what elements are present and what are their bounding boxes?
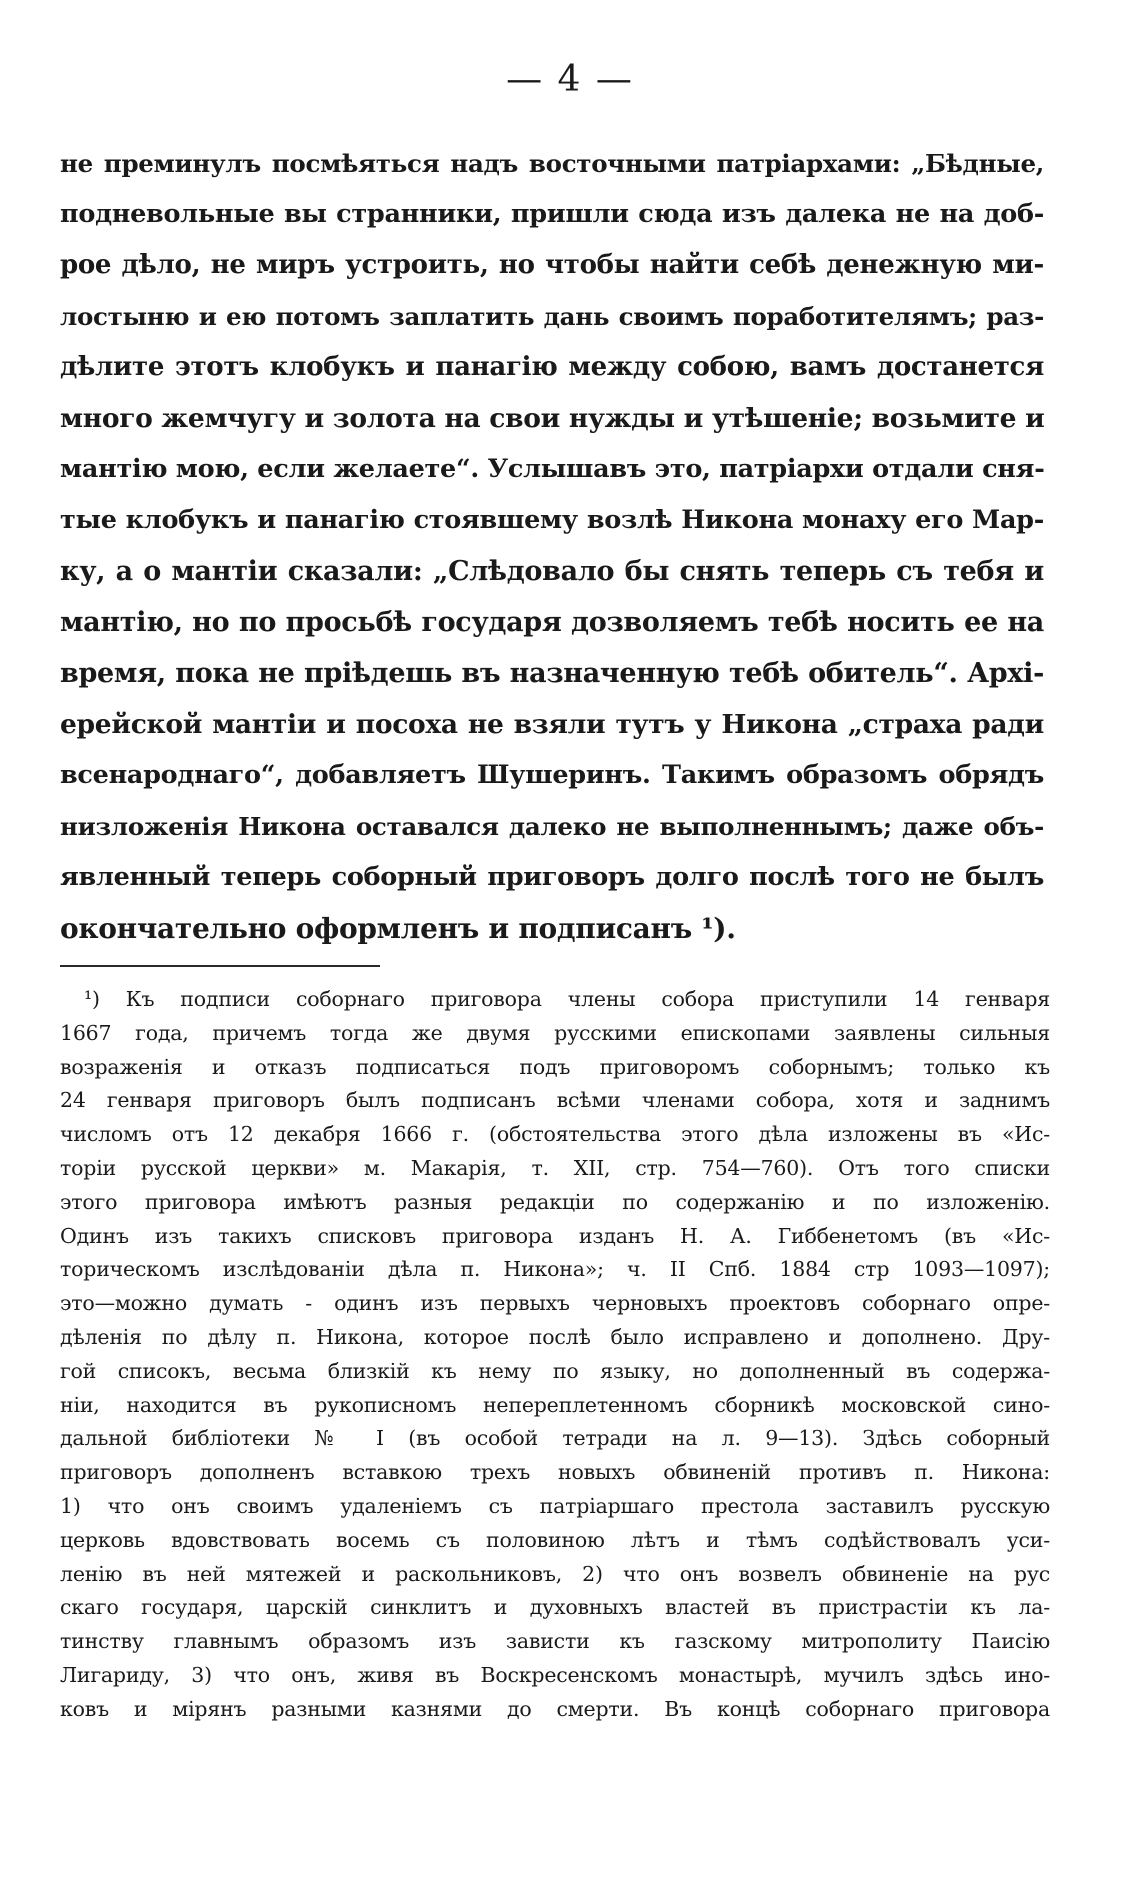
main-text-line: мантію, но по просьбѣ государя дозволяемъ тебѣ носить ее на bbox=[60, 607, 1044, 638]
footnote-line: 24 генваря приговоръ былъ подписанъ всѣми членами собора, хотя и заднимъ bbox=[60, 1088, 1050, 1113]
footnote-line: скаго государя, царскій синклитъ и духовныхъ властей въ пристрастіи къ ла- bbox=[60, 1595, 1050, 1620]
footnote-line: числомъ отъ 12 декабря 1666 г. (обстоятельства этого дѣла изложены въ «Ис- bbox=[60, 1122, 1050, 1147]
footnote-block bbox=[60, 983, 1050, 1727]
page-number: — 4 — bbox=[506, 59, 634, 100]
main-text-line: явленный теперь соборный приговоръ долго послѣ того не былъ bbox=[60, 862, 1044, 892]
footnote-line: этого приговора имѣютъ разныя редакціи по содержанію и по изложенію. bbox=[60, 1189, 1050, 1214]
main-text-line: мантію мою, если желаете“. Услышавъ это, патріархи отдали сня- bbox=[60, 454, 1045, 484]
footnote-line: ніи, находится въ рукописномъ непереплетенномъ сборникѣ московской сино- bbox=[60, 1392, 1050, 1417]
footnote-line: Одинъ изъ такихъ списковъ приговора изданъ Н. А. Гиббенетомъ (въ «Ис- bbox=[60, 1223, 1050, 1248]
footnote-line: 1) что онъ своимъ удаленіемъ съ патріаршаго престола заставилъ русскую bbox=[60, 1493, 1050, 1518]
main-text-line: время, пока не пріѣдешь въ назначенную тебѣ обитель“. Архі- bbox=[60, 658, 1044, 689]
main-text-line: дѣлите этотъ клобукъ и панагію между собою, вамъ достанется bbox=[60, 352, 1044, 382]
footnote-line: торическомъ изслѣдованіи дѣла п. Никона»; ч. II Спб. 1884 стр 1093—1097); bbox=[60, 1257, 1050, 1282]
footnote-line: ¹) Къ подписи соборнаго приговора члены собора приступили 14 генваря bbox=[84, 987, 1050, 1011]
footnote-line: дальной библіотеки № I (въ особой тетради на л. 9—13). Здѣсь соборный bbox=[60, 1426, 1050, 1451]
main-text-line: низложенія Никона оставался далеко не выполненнымъ; даже объ- bbox=[60, 812, 1044, 841]
main-text-line: окончательно оформленъ и подписанъ ¹). bbox=[60, 912, 736, 945]
footnote-line: ковъ и мірянъ разными казнями до смерти. Въ концѣ соборнаго приговора bbox=[60, 1696, 1050, 1721]
footnote-line: церковь вдовствовать восемь съ половиною лѣтъ и тѣмъ содѣйствовалъ уси- bbox=[60, 1527, 1050, 1552]
footnote-line: дѣленія по дѣлу п. Никона, которое послѣ было исправлено и дополнено. Дру- bbox=[60, 1324, 1050, 1349]
footnote-line: гой списокъ, весьма близкій къ нему по языку, но дополненный въ содержа- bbox=[60, 1358, 1050, 1383]
footnote-line: возраженія и отказъ подписаться подъ приговоромъ соборнымъ; только къ bbox=[60, 1054, 1050, 1079]
footnote-line: это—можно думать - одинъ изъ первыхъ черновыхъ проектовъ соборнаго опре- bbox=[60, 1291, 1050, 1316]
footnote-separator bbox=[60, 965, 380, 967]
footnote-line: приговоръ дополненъ вставкою трехъ новыхъ обвиненій противъ п. Никона: bbox=[60, 1460, 1050, 1485]
main-text-line: тые клобукъ и панагію стоявшему возлѣ Никона монаху его Мар- bbox=[60, 505, 1044, 535]
footnote-line: торіи русской церкви» м. Макарія, т. XII, стр. 754—760). Отъ того списки bbox=[60, 1155, 1050, 1180]
main-text-line: всенароднаго“, добавляетъ Шушеринъ. Такимъ образомъ обрядъ bbox=[60, 760, 1044, 790]
footnote-line: тинству главнымъ образомъ изъ зависти къ газскому митрополиту Паисію bbox=[60, 1629, 1050, 1654]
main-text-line: ерейской мантіи и посоха не взяли тутъ у Никона „страха ради bbox=[60, 709, 1044, 740]
footnote-line: ленію въ ней мятежей и раскольниковъ, 2) что онъ возвелъ обвиненіе на рус bbox=[60, 1561, 1050, 1586]
main-text-line: рое дѣло, не миръ устроить, но чтобы найти себѣ денежную ми- bbox=[60, 250, 1044, 280]
main-text-line: лостыню и ею потомъ заплатить дань своимъ поработителямъ; раз- bbox=[60, 302, 1044, 331]
main-text-block bbox=[60, 138, 1044, 954]
footnote-line: Лигариду, 3) что онъ, живя въ Воскресенскомъ монастырѣ, мучилъ здѣсь ино- bbox=[60, 1662, 1050, 1687]
main-text-line: подневольные вы странники, пришли сюда изъ далека не на доб- bbox=[60, 199, 1044, 229]
main-text-line: ку, а о мантіи сказали: „Слѣдовало бы снять теперь съ тебя и bbox=[60, 556, 1044, 587]
main-text-line: не преминулъ посмѣяться надъ восточными патріархами: „Бѣдные, bbox=[60, 149, 1044, 178]
main-text-line: много жемчугу и золота на свои нужды и утѣшеніе; возьмите и bbox=[60, 403, 1045, 434]
footnote-line: 1667 года, причемъ тогда же двумя русскими епископами заявлены сильныя bbox=[60, 1020, 1050, 1045]
